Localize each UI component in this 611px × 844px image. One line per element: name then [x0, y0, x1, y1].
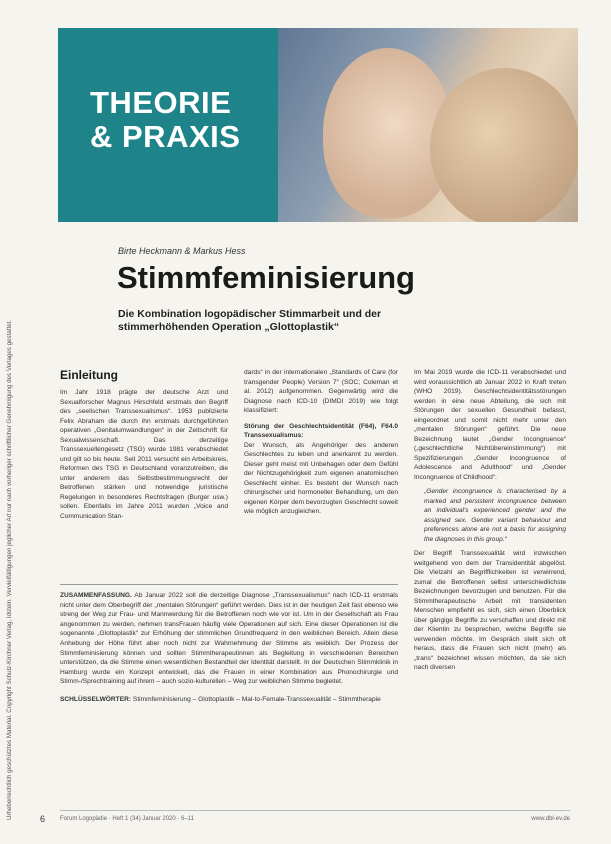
keywords-text: Stimmfeminisierung – Glottoplastik – Mal-to-Female-Transsexualität – Stimmtherapie	[132, 695, 381, 703]
column-left	[60, 368, 228, 526]
copyright-sidebar: Urheberrechtlich geschütztes Material. Copyright Schulz-Kirchner Verlag, Idstein. Vervielfältigungen jeglicher Art nur nach vorheriger schriftlicher Genehmigung des Verlages gestattet.	[6, 319, 13, 820]
journal-info: Forum Logopädie · Heft 1 (34) Januar 2020 · 6–11	[60, 816, 194, 822]
right-column-text: Im Mai 2019 wurde die ICD-11 verabschiedet und wird voraussichtlich ab Januar 2022 in Kraft treten (WHO 2019). Geschlechtsidentitätsstörungen werden in eine neue Abteilung, die sich mit Störungen der sexuellen Gesundheit befasst, eingeordnet und somit nicht mehr unter den „mentalen Störungen“ geführt. Die neue Bezeichnung lautet „Gender Incongruence“ („geschlechtliche Nichtübereinstimmung“) mit Spezifizierungen „Gender Incongruence of Adolescence and Adulthood“ und „Gender Incongruence of Childhood“.	[414, 369, 566, 481]
diagnosis-box-title: Störung der Geschlechtsidentität (F64), F64.0 Transsexualismus:	[244, 422, 398, 439]
article-authors: Birte Heckmann & Markus Hess	[118, 246, 246, 256]
right-column-text-2: Der Begriff Transsexualität wird inzwischen weitgehend von dem der Transidentität abgelöst. Die Vielzahl an Begrifflichkeiten ist verwirrend, zumal die Betroffenen selbst unterschiedlichste Bezeichnungen bevorzugen und benutzen. Für die Stimmtherapeutische Arbeit mit transidenten Menschen empfiehlt es sich, sich einen Überblick über gängige Begriffe zu verschaffen und direkt mit der Klientin zu besprechen, welche Begriffe sie verwenden möchte. Im Gespräch stellt sich oft heraus, dass die Frauen sich nicht (mehr) als „trans“ bezeichnet wissen möchten, da sie sich nach diversen	[414, 550, 566, 671]
icd-quote: „Gender incongruence is characterised by a marked and persistent incongruence between an individual's experienced gender and the assigned sex. Gender variant behaviour and preferences alone are not a basis for assigning the diagnoses in this group.“	[424, 488, 566, 543]
section-heading: Einleitung	[60, 368, 118, 382]
article-title: Stimmfeminisierung	[117, 260, 415, 295]
column-right	[414, 368, 566, 678]
article-subtitle: Die Kombination logopädischer Stimmarbeit und der stimmerhöhenden Operation „Glottoplastik“	[118, 308, 382, 333]
page-footer	[40, 814, 570, 826]
website-link[interactable]: www.dbl-ev.de	[531, 816, 570, 822]
section-title	[90, 86, 240, 154]
footer-divider	[60, 810, 570, 811]
column-middle	[244, 368, 398, 517]
hero-photo-hair	[430, 68, 578, 222]
summary-text: Ab Januar 2022 soll die derzeitige Diagnose „Transsexualismus“ nach ICD-11 erstmals nicht unter dem Oberbegriff der „mentalen Störungen“ geführt werden. Dies ist in der heutigen Zeit fast ebenso wie streng der Weg zur Frau- und Mannwerdung für die Betroffenen noch wie vor ist. Um in der Gesellschaft als Frau angenommen zu werden, nehmen transFrauen häufig viele Operationen auf sich. Eine dieser Operationen ist die sogenannte „Glottoplastik“ zur Erhöhung der stimmlichen Grundfrequenz in den weiblichen Bereich. Allein diese Anhebung der Höhe führt aber noch nicht zur Wahrnehmung der Stimme als weiblich. Der Prozess der Stimmfeminisierung können und sollten Stimmtherapeutinnen als Begleitung in verschiedenen Bereichen unterstützen, da die Stimme einen wesentlichen Bestandteil der Identität darstellt. In der Deutschen Stimmklinik in Hamburg wurde ein Konzept entwickelt, das die Frauen in einer Kombination aus Phonochirurgie und Stimm-/Sprechtraining auf ihrem – auch sozio-kulturellen – Weg zur weiblichen Stimme begleitet.	[60, 592, 398, 686]
diagnosis-box	[244, 422, 398, 517]
section-title-line1: THEORIE	[90, 85, 232, 120]
keywords	[60, 695, 398, 705]
summary-label: ZUSAMMENFASSUNG.	[60, 592, 132, 599]
summary-box	[60, 584, 398, 705]
section-title-line2: & PRAXIS	[90, 119, 241, 154]
middle-column-text: dards“ in der internationalen „Standards of Care (for transgender People) Version 7“ (SOC; Coleman et al. 2012) aufgenommen. Gegenwärtig wird die Diagnose nach ICD-10 (DIMDI 2019) wie folgt klassifiziert:	[244, 369, 398, 414]
page-number: 6	[40, 814, 46, 824]
diagnosis-box-text: Der Wunsch, als Angehöriger des anderen Geschlechtes zu leben und anerkannt zu werden. Dieser geht meist mit Unbehagen oder dem Gefühl der Nichtzugehörigkeit zum eigenen anatomischen Geschlecht einher. Es besteht der Wunsch nach chirurgischer und hormoneller Behandlung, um den eigenen Körper dem bevorzugten Geschlecht soweit wie möglich anzugleichen.	[244, 441, 398, 515]
hero-banner	[58, 28, 578, 222]
keywords-label: SCHLÜSSELWÖRTER:	[60, 695, 132, 703]
left-column-text: Im Jahr 1918 prägte der deutsche Arzt und Sexualforscher Magnus Hirschfeld erstmals den Begriff des „seelischen Transsexualismus“. 1953 publizierte Felix Abraham die durch ihn erstmals durchgeführten operativen „Genitalumwandlungen“ in der Zeitschrift für Sexualwissenschaft. Das derzeitige Transsexuellengesetz (TSG) wurde 1981 verabschiedet und gilt so bis heute. Seit 2011 versucht ein Arbeitskreis, Reformen des TSG in Deutschland voranzutreiben, die unter anderem das Selbstbestimmungsrecht der Betroffenen stärken und notwendige juristische Regelungen in besonderes Rechtsfragen (Burger usw.) sollen. Ebenfalls im Jahre 2011 wurden „Voice and Communication Stan-	[60, 389, 228, 520]
